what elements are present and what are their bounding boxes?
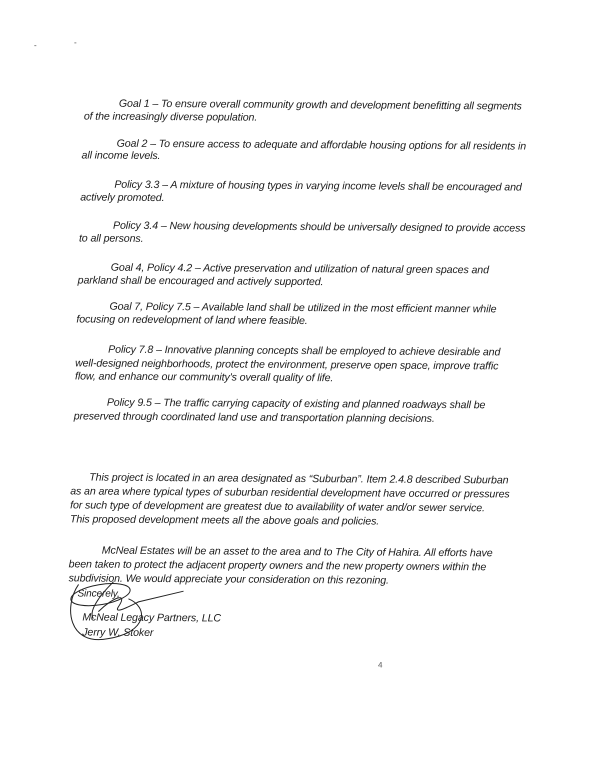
closing-paragraph-line-2: been taken to protect the adjacent property owners and the new property owners within the [68,558,487,574]
closing-paragraph-line-1: McNeal Estates will be an asset to the area and to The City of Hahira. All efforts have [101,544,493,560]
scan-speck [74,42,76,43]
goal-1-line-2: of the increasingly diverse population. [83,110,258,124]
goal-1-line-1: Goal 1 – To ensure overall community growth and development benefitting all segments [118,97,522,113]
policy-9-5-line-1: Policy 9.5 – The traffic carrying capacity of existing and planned roadways shall be [106,396,486,412]
policy-7-8-line-3: flow, and enhance our community's overall quality of life. [74,370,334,385]
policy-3-4-line-1: Policy 3.4 – New housing developments should be universally designed to provide access [113,219,526,235]
policy-3-4-line-2: to all persons. [78,232,144,245]
policy-7-8-line-2: well-designed neighborhoods, protect the environment, preserve open space, improve traffic [75,357,499,373]
suburban-line-1: This project is located in an area designated as “Suburban”. Item 2.4.8 described Suburban [89,471,509,487]
handwritten-signature [58,576,239,657]
signer-name: Jerry W. Stoker [82,626,154,639]
suburban-line-2: as an area where typical types of suburban residential development have occurred or pressures [70,485,510,501]
salutation: Sincerely, [77,588,120,600]
scan-speck [34,45,36,46]
goal-4-line-2: parkland shall be encouraged and actively supported. [77,274,324,289]
policy-9-5-line-2: preserved through coordinated land use and transportation planning decisions. [73,410,435,425]
policy-3-3-line-2: actively promoted. [80,191,165,205]
policy-7-8-line-1: Policy 7.8 – Innovative planning concepts shall be employed to achieve desirable and [108,343,501,359]
page-number: 4 [377,660,383,670]
goal-7-line-2: focusing on redevelopment of land where feasible. [76,313,308,328]
company-name: McNeal Legacy Partners, LLC [82,611,222,625]
closing-paragraph-line-3: subdivision. We would appreciate your consideration on this rezoning. [68,572,389,587]
suburban-line-3: for such type of development are greatest due to availability of water and/or sewer service. [70,499,485,515]
suburban-line-4: This proposed development meets all the above goals and policies. [69,513,380,528]
goal-2-line-2: all income levels. [81,149,161,163]
goal-2-line-1: Goal 2 – To ensure access to adequate and affordable housing options for all residents in [116,137,527,153]
policy-3-3-line-1: Policy 3.3 – A mixture of housing types in varying income levels shall be encouraged and [114,178,522,194]
goal-4-line-1: Goal 4, Policy 4.2 – Active preservation and utilization of natural green spaces and [110,261,489,277]
goal-7-line-1: Goal 7, Policy 7.5 – Available land shall be utilized in the most efficient manner while [109,300,497,316]
